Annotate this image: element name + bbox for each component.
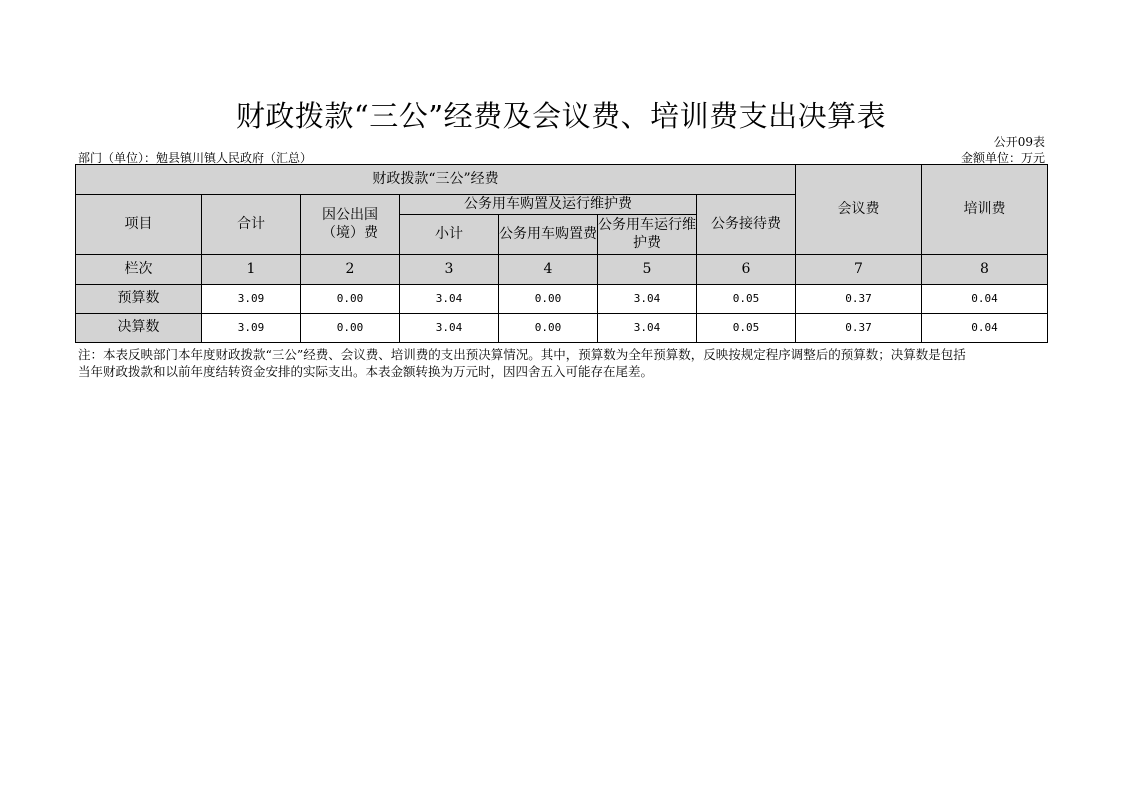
column-number: 6 [697,255,796,285]
page-title: 财政拨款“三公”经费及会议费、培训费支出决算表 [235,99,887,133]
final-total: 3.09 [202,314,301,343]
column-number: 2 [301,255,400,285]
final-vehicle-operation: 3.04 [598,314,697,343]
header-vehicle-operation: 公务用车运行维护费 [598,215,697,255]
column-number: 8 [922,255,1048,285]
final-training: 0.04 [922,314,1048,343]
budget-abroad: 0.00 [301,285,400,314]
table-row-final [76,314,1048,343]
final-reception: 0.05 [697,314,796,343]
budget-vehicle-operation: 3.04 [598,285,697,314]
header-abroad: 因公出国（境）费 [301,195,400,255]
final-abroad: 0.00 [301,314,400,343]
header-item: 项目 [76,195,202,255]
budget-meeting: 0.37 [796,285,922,314]
table-row-budget [76,285,1048,314]
header-total: 合计 [202,195,301,255]
header-three-public: 财政拨款“三公”经费 [76,165,796,195]
department-label: 部门（单位）：勉县镇川镇人民政府（汇总） [78,151,313,165]
note-line-2: 当年财政拨款和以前年度结转资金安排的实际支出。本表金额转换为万元时，因四舍五入可能存在尾差。 [78,364,654,379]
row-label-final: 决算数 [76,314,202,343]
table-note [78,346,1048,380]
final-vehicle-subtotal: 3.04 [400,314,499,343]
expenditure-table [75,164,1048,343]
note-line-1: 注：本表反映部门本年度财政拨款“三公”经费、会议费、培训费的支出预决算情况。其中，预算数为全年预算数，反映按规定程序调整后的预算数；决算数是包括 [78,347,966,362]
budget-total: 3.09 [202,285,301,314]
header-vehicle-group: 公务用车购置及运行维护费 [400,195,697,215]
column-number: 4 [499,255,598,285]
header-meeting: 会议费 [796,165,922,255]
budget-reception: 0.05 [697,285,796,314]
header-reception: 公务接待费 [697,195,796,255]
column-number: 3 [400,255,499,285]
budget-vehicle-subtotal: 3.04 [400,285,499,314]
row-label-budget: 预算数 [76,285,202,314]
amount-unit-label: 金额单位：万元 [960,151,1045,165]
column-number: 7 [796,255,922,285]
final-meeting: 0.37 [796,314,922,343]
header-vehicle-purchase: 公务用车购置费 [499,215,598,255]
form-number: 公开09表 [993,135,1045,149]
header-subtotal: 小计 [400,215,499,255]
header-training: 培训费 [922,165,1048,255]
column-number: 5 [598,255,697,285]
column-number-label: 栏次 [76,255,202,285]
final-vehicle-purchase: 0.00 [499,314,598,343]
column-number: 1 [202,255,301,285]
budget-training: 0.04 [922,285,1048,314]
budget-vehicle-purchase: 0.00 [499,285,598,314]
